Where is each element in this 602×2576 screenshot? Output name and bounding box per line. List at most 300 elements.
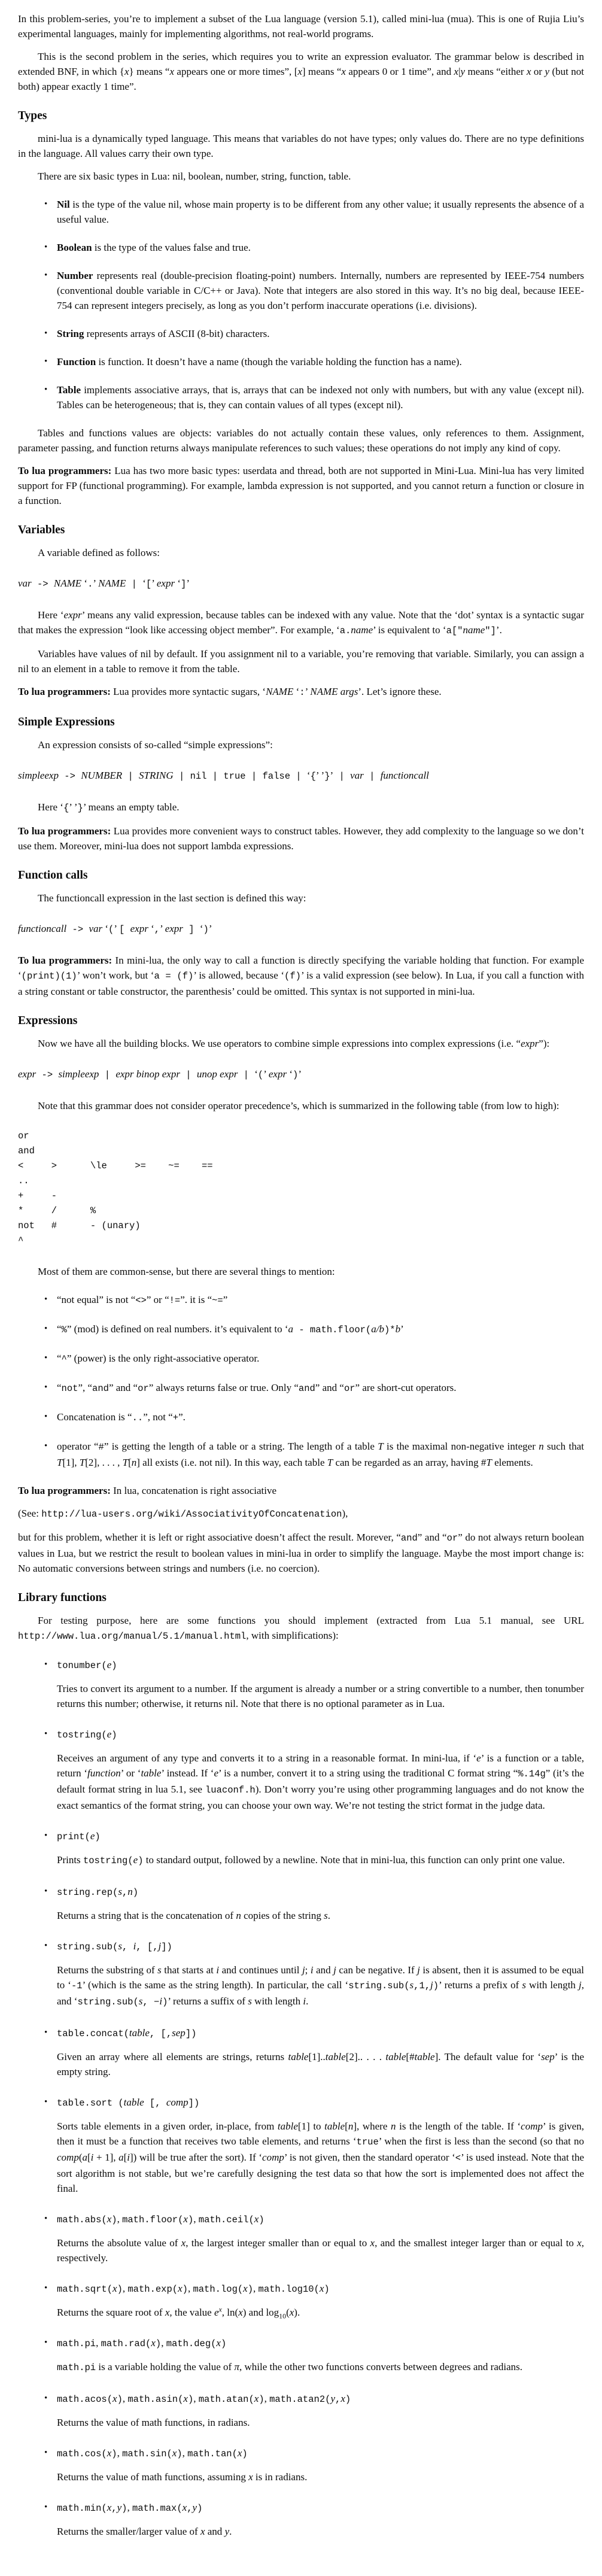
paragraph	[18, 607, 584, 639]
text-span: [#	[406, 2051, 415, 2062]
text-span: i	[127, 2152, 130, 2163]
list-item	[44, 1409, 584, 1426]
function-description	[57, 2049, 584, 2079]
text-span: ->	[36, 1070, 59, 1080]
text-span: <	[455, 2153, 461, 2164]
text-span: [	[119, 924, 130, 935]
text-span: }	[77, 803, 83, 813]
text-span: T	[486, 1457, 492, 1468]
text-span: ’	[114, 923, 119, 934]
text-span: y	[192, 2502, 197, 2513]
text-span: a.	[339, 625, 351, 636]
text-span: Tries to convert its argument to a number. If the argument is already a number or a string convertible to a number, then tonumber returns this number; otherwise, it returns nil. Note that there is no optional parameter as in Lua.	[57, 1683, 584, 1709]
text-span: )	[111, 1730, 117, 1740]
text-span: STRING	[139, 770, 174, 781]
paragraph	[18, 1613, 584, 1644]
text-span: (f)	[284, 971, 301, 982]
text-span: #	[98, 1442, 104, 1453]
text-span: ’ ’	[69, 801, 78, 813]
text-span: x	[169, 66, 175, 77]
function-description	[57, 2415, 584, 2430]
paragraph	[18, 545, 584, 560]
text-span: s	[118, 1940, 122, 1952]
text-span: (	[286, 2307, 290, 2318]
text-span: a/b	[371, 1323, 384, 1335]
text-span: |	[99, 1070, 116, 1080]
text-span: Prints	[57, 1854, 83, 1866]
text-span: with length	[526, 1979, 579, 1991]
text-span: ’	[186, 578, 190, 589]
text-span: )	[203, 924, 209, 935]
text-span: expr	[18, 1068, 37, 1080]
text-span: b	[395, 1323, 401, 1335]
text-span: ])	[161, 1942, 172, 1952]
code-line: and	[18, 1146, 35, 1156]
text-span: simpleexp	[18, 770, 59, 781]
list-item	[44, 268, 584, 313]
function-description	[57, 1681, 584, 1711]
text-span: name	[351, 624, 373, 636]
text-span: x	[254, 2213, 259, 2225]
text-span: )	[117, 2284, 123, 2295]
text-span: i	[90, 2152, 94, 2163]
text-span: ^	[61, 1354, 67, 1365]
text-span: This is the second problem in the series, which requires you to write an expression evaluator. The grammar below is described in extended BNF, in which {	[18, 51, 584, 77]
text-span: table	[123, 2097, 144, 2108]
text-span: math.log10(	[258, 2284, 320, 2295]
paragraph	[18, 1036, 584, 1051]
text-span: a	[118, 2152, 124, 2163]
text-span: expr	[165, 923, 183, 934]
list-item	[44, 1322, 584, 1338]
text-span: x	[254, 2393, 259, 2404]
text-span: x	[113, 2393, 117, 2404]
text-span: i	[216, 1964, 220, 1976]
text-span: ‘	[81, 578, 88, 589]
section-heading: Variables	[18, 524, 65, 536]
text-span: x	[182, 2502, 187, 2513]
text-span: ,	[122, 2393, 128, 2404]
text-span: In this problem-series, you’re to implement a subset of the Lua language (version 5.1), called mini-lua (mua). This is one of Rujia Liu’s experimental languages, mainly for implementing algorithms, not real-world programs.	[18, 13, 584, 40]
text-span: Returns the value of math functions, assuming	[57, 2471, 249, 2483]
text-span: x	[237, 2447, 242, 2459]
function-item	[44, 1884, 584, 1923]
text-span: x	[178, 2283, 183, 2294]
text-span: %.14g	[518, 1769, 546, 1779]
text-span: ’	[151, 578, 157, 589]
text-span: expr	[130, 923, 148, 934]
function-item	[44, 2446, 584, 2484]
paragraph	[18, 463, 584, 508]
text-span: [	[123, 2152, 127, 2163]
text-span: math.ceil(	[198, 2214, 254, 2225]
text-span: ’	[93, 578, 99, 589]
text-span: ,	[117, 2213, 123, 2225]
paragraph	[18, 737, 584, 752]
bullet-icon: •	[44, 1383, 48, 1392]
text-span: sep	[172, 2027, 186, 2039]
text-span: is absent, then it is assumed to be equal to ‘	[57, 1964, 584, 1991]
paragraph	[18, 131, 584, 161]
text-span: ’ (which is the same as the string length). In particular, the call ‘	[82, 1979, 349, 1991]
text-span: var	[18, 578, 32, 589]
text-span: ).	[294, 2307, 300, 2318]
list-item-text	[57, 384, 584, 411]
text-span: ,	[154, 924, 160, 935]
text-span: Returns the absolute value of	[57, 2237, 181, 2249]
text-span: expr	[63, 609, 82, 621]
bullet-icon: •	[44, 1729, 48, 1739]
text-span: table	[277, 2121, 298, 2132]
text-span: "]	[485, 625, 496, 636]
text-span: n	[127, 1886, 133, 1897]
function-item	[44, 2500, 584, 2539]
text-span: In lua, concatenation is right associative	[110, 1485, 276, 1496]
text-span: )	[182, 2284, 188, 2295]
text-span: function	[87, 1767, 121, 1779]
text-span: s	[157, 1964, 162, 1976]
text-span: Sorts table elements in a given order, in-place, from	[57, 2121, 278, 2132]
text-span: ~=	[212, 1295, 223, 1306]
text-span: math.tan(	[187, 2449, 238, 2459]
text-span: expr	[521, 1038, 539, 1049]
text-span: |	[363, 771, 381, 782]
bullet-icon: •	[44, 2028, 48, 2037]
text-span: ] all exists (i.e. not nil). In this way, each table	[136, 1457, 327, 1468]
text-span: ‘	[293, 686, 300, 697]
text-span: ,	[117, 2447, 123, 2459]
section-heading: Library functions	[18, 1591, 107, 1604]
text-span: ->	[66, 924, 89, 935]
text-span: To lua programmers:	[18, 1485, 111, 1496]
text-span: ),	[342, 1508, 348, 1519]
text-span: j	[430, 1979, 433, 1991]
text-span: elements.	[491, 1457, 533, 1468]
text-span: ”	[223, 1294, 228, 1305]
text-span: ])	[185, 2028, 197, 2039]
text-span: T	[57, 1457, 63, 1468]
code-line: ^	[18, 1235, 24, 1246]
list-item	[44, 1351, 584, 1367]
text-span: Lua provides more syntactic sugars, ‘	[110, 686, 266, 697]
text-span: ‘	[287, 1068, 293, 1080]
paragraph	[18, 1483, 584, 1498]
text-span: (	[108, 924, 114, 935]
text-span: NAME	[98, 578, 126, 589]
text-span: - math.floor(	[293, 1325, 372, 1335]
text-span: math.asin(	[127, 2394, 184, 2405]
text-span: ”, not “	[143, 1411, 173, 1423]
paragraph	[18, 426, 584, 455]
text-span: ‘	[142, 578, 146, 589]
text-span: )	[293, 1070, 299, 1080]
text-span: ,	[253, 2283, 259, 2294]
text-span: Most of them are common-sense, but there are several things to mention:	[38, 1266, 335, 1277]
text-span: print(	[57, 1831, 90, 1842]
text-span: j	[417, 1964, 420, 1976]
text-span: )	[162, 1997, 168, 2007]
text-span: ,1,	[414, 1980, 431, 1991]
text-span: table.sort (	[57, 2098, 124, 2109]
bullet-icon: •	[44, 1324, 48, 1333]
text-span: ‘	[254, 1068, 258, 1080]
text-span: “not equal” is not “	[57, 1294, 136, 1305]
text-span: [	[128, 1457, 132, 1468]
text-span: ” (it’s the default format string in lua 5.1, see	[57, 1767, 584, 1795]
text-span: ->	[31, 579, 54, 590]
text-span: Here ‘	[38, 609, 64, 621]
text-span: (	[78, 2152, 83, 2163]
text-span: var	[89, 923, 103, 934]
text-span: ] means “	[302, 66, 342, 77]
text-span: )	[138, 1855, 144, 1866]
text-span: a	[288, 1323, 294, 1335]
text-span: |	[458, 66, 461, 77]
text-span: x	[243, 2283, 248, 2294]
text-span: In mini-lua, the only way to call a function is directly specifying the variable holding that function. For example ‘	[18, 955, 584, 981]
text-span: )	[117, 2394, 123, 2405]
grammar-line	[18, 921, 584, 937]
text-span: math.rad(	[101, 2338, 151, 2349]
text-span: not	[61, 1383, 78, 1394]
function-description	[57, 2524, 584, 2539]
list-item-text	[57, 199, 584, 225]
text-span: ]) will be true after the sort). If ‘	[130, 2152, 263, 2163]
text-span: math.exp(	[127, 2284, 178, 2295]
text-span: ’	[298, 1068, 302, 1080]
text-span: ’ is the empty string.	[57, 2051, 585, 2077]
text-span: ;	[305, 1964, 311, 1976]
text-span: sep	[541, 2051, 555, 2062]
text-span: “	[57, 1353, 62, 1364]
text-span: j	[333, 1964, 336, 1976]
text-span: )	[187, 2394, 194, 2405]
text-span: )	[111, 2449, 117, 2459]
text-span: ”, “	[78, 1382, 93, 1393]
text-span: .	[229, 2526, 232, 2537]
text-span: or	[531, 66, 545, 77]
function-description	[57, 2469, 584, 2484]
text-span: {	[63, 803, 69, 813]
text-span: !=	[169, 1295, 181, 1306]
text-span: ’. Let’s ignore these.	[358, 686, 442, 697]
text-span: x	[289, 2307, 294, 2318]
text-span: s	[324, 1910, 328, 1921]
text-span: y	[330, 2393, 335, 2404]
bullet-icon: •	[44, 1831, 48, 1840]
text-span: There are six basic types in Lua: nil, boolean, number, string, function, table.	[38, 171, 351, 182]
text-span: ” are short-cut operators.	[355, 1382, 457, 1393]
bullet-icon: •	[44, 1887, 48, 1896]
text-span: ‘	[102, 923, 109, 934]
text-span: y	[224, 2526, 230, 2537]
text-span: n	[348, 2121, 354, 2132]
text-span: x	[107, 2213, 112, 2225]
text-span: )	[187, 2214, 194, 2225]
text-span: a["	[446, 625, 463, 636]
bullet-icon: •	[44, 1441, 48, 1451]
text-span: can be regarded as an array, having #	[333, 1457, 487, 1468]
text-span: math.max(	[132, 2503, 183, 2514]
text-span: or	[343, 1383, 355, 1394]
function-item	[44, 1828, 584, 1869]
text-span: ’	[400, 1323, 404, 1335]
text-span: NUMBER	[81, 770, 123, 781]
text-span: math.log(	[193, 2284, 244, 2295]
text-span: n	[236, 1910, 241, 1921]
text-span: +	[172, 1412, 179, 1423]
text-span: ” is getting the length of a table or a string. The length of a table	[104, 1441, 378, 1452]
section-heading: Types	[18, 110, 47, 122]
function-description	[57, 2359, 584, 2375]
function-item	[44, 1939, 584, 2010]
text-span: x	[238, 2307, 243, 2318]
text-span: ,	[161, 2337, 166, 2349]
text-span: or	[446, 1533, 458, 1544]
text-span: )	[95, 1831, 101, 1842]
text-span: table.concat(	[57, 2028, 129, 2039]
text-span: Lua provides more convenient ways to construct tables. However, they add complexity to the language so we don’t use them. Moreover, mini-lua does not support lambda expressions.	[18, 825, 585, 852]
function-description	[57, 1751, 584, 1813]
text-span: ,	[111, 2503, 117, 2514]
bullet-icon: •	[44, 2448, 48, 2457]
text-span: (print)(1)	[21, 971, 77, 982]
text-span: ’ is a function or a table, return ‘	[57, 1752, 585, 1779]
text-span: ”. it is “	[180, 1294, 212, 1305]
list-item	[44, 240, 584, 255]
text-span: ,	[335, 2394, 341, 2405]
list-item-text	[57, 328, 269, 339]
text-span: x	[113, 2283, 117, 2294]
text-span: expr binop expr	[115, 1068, 180, 1080]
text-span: Nil	[57, 199, 70, 210]
text-span: tostring(	[57, 1730, 107, 1740]
text-span: ‘	[199, 923, 203, 934]
text-span: ‘	[306, 770, 311, 781]
text-span: , and the smallest integer larger than or equal to	[375, 2237, 577, 2249]
list-item-text	[57, 1294, 227, 1305]
text-span: )	[132, 1887, 139, 1898]
text-span: ,	[121, 1887, 128, 1898]
text-span: ‘	[175, 578, 181, 589]
text-span: Table	[57, 384, 81, 396]
text-span: table	[385, 2051, 406, 2062]
text-span: An expression consists of so-called “simple expressions”:	[38, 739, 273, 751]
function-item	[44, 1657, 584, 1711]
text-span: x	[248, 2471, 253, 2483]
text-span: math.sin(	[122, 2449, 172, 2459]
list-item-text	[57, 1382, 457, 1393]
text-span: 10	[279, 2311, 287, 2320]
text-span: true	[356, 2137, 379, 2147]
text-span: is the length of the table. If ‘	[396, 2121, 521, 2132]
text-span: |	[126, 579, 143, 590]
bullet-icon: •	[44, 2338, 48, 2347]
text-span: |	[122, 771, 139, 782]
text-span: [	[145, 579, 152, 590]
text-span: ’ is not given, then the standard operator ‘	[284, 2152, 455, 2163]
text-span: math.pi	[57, 2362, 96, 2373]
text-span: var	[350, 770, 364, 781]
text-span: math.sqrt(	[57, 2284, 113, 2295]
text-span: y	[460, 66, 466, 77]
text-span: ], where	[353, 2121, 391, 2132]
text-span: string.sub(	[348, 1980, 410, 1991]
text-span: Returns the square root of	[57, 2307, 165, 2318]
text-span: x	[165, 2307, 170, 2318]
text-span: To lua programmers:	[18, 686, 111, 697]
text-span: The functioncall expression in the last section is defined this way:	[38, 892, 306, 904]
text-span: table	[325, 2051, 346, 2062]
bullet-icon: •	[44, 271, 48, 280]
text-span: ’ is used instead. Note that the sort algorithm is not stable, but we’re carefully designing the test data so that how the sort is implemented does not affect the final.	[57, 2152, 585, 2194]
text-span: Concatenation is “	[57, 1411, 132, 1423]
text-span: e	[214, 1767, 218, 1779]
text-span: x	[340, 2393, 345, 2404]
text-span: .	[87, 579, 93, 590]
text-span: table	[141, 1767, 162, 1779]
function-item	[44, 2281, 584, 2320]
function-signature	[57, 2446, 584, 2462]
text-span: [1] to	[297, 2121, 325, 2132]
text-span: or	[138, 1383, 149, 1394]
text-span: ’ returns a prefix of	[439, 1979, 522, 1991]
text-span: , and ‘	[57, 1979, 584, 2007]
text-span: comp	[521, 2121, 543, 2132]
text-span: ’	[263, 1068, 269, 1080]
text-span: .	[327, 1910, 331, 1921]
function-description	[57, 2305, 584, 2320]
text-span: y	[117, 2502, 122, 2513]
text-span: + 1],	[93, 2152, 119, 2163]
bullet-icon: •	[44, 199, 48, 209]
paragraph	[18, 684, 584, 700]
text-span: x	[124, 66, 129, 77]
function-item	[44, 2212, 585, 2265]
function-signature	[57, 1884, 584, 1900]
text-span: ]. The default value for ‘	[434, 2051, 542, 2062]
text-span: x	[319, 2283, 324, 2294]
text-span: e	[133, 1854, 138, 1866]
text-span: a = (f)	[154, 971, 194, 982]
text-span: j	[158, 1940, 162, 1952]
paragraph	[18, 1264, 584, 1279]
text-span: tonumber(	[57, 1660, 107, 1671]
text-span: , ln(	[221, 2307, 239, 2318]
text-span: is the maximal non-negative integer	[383, 1441, 539, 1452]
text-span: Variables have values of nil by default. If you assignment nil to a variable, you’re removing that variable. Similarly, you can assign a nil to an element in a table to remove it from the table.	[18, 648, 584, 675]
text-span: ,	[182, 2447, 188, 2459]
text-span: appears 0 or 1 time”, and	[345, 66, 454, 77]
text-span: table	[414, 2051, 435, 2062]
text-span: table	[288, 2051, 309, 2062]
code-line: < > \le >= ~= ==	[18, 1161, 213, 1171]
bullet-icon: •	[44, 1412, 48, 1421]
text-span: “	[57, 1382, 62, 1393]
text-span: ’	[330, 770, 334, 781]
text-span: string.sub(	[77, 1997, 139, 2007]
text-span: is the type of the value nil, whose main property is to be different from any other value; it usually represents the absence of a useful value.	[57, 199, 584, 225]
text-span: tostring(	[83, 1855, 133, 1866]
bullet-icon: •	[44, 1353, 48, 1363]
bullet-icon: •	[44, 1660, 48, 1669]
text-span: http://lua-users.org/wiki/AssociativityOfConcatenation	[41, 1509, 342, 1520]
text-span: y	[545, 66, 550, 77]
text-span: | nil | true | false |	[173, 771, 307, 782]
text-span: e	[90, 1830, 95, 1842]
text-span: )	[197, 2503, 203, 2514]
text-span: ’ or ‘	[120, 1767, 141, 1779]
